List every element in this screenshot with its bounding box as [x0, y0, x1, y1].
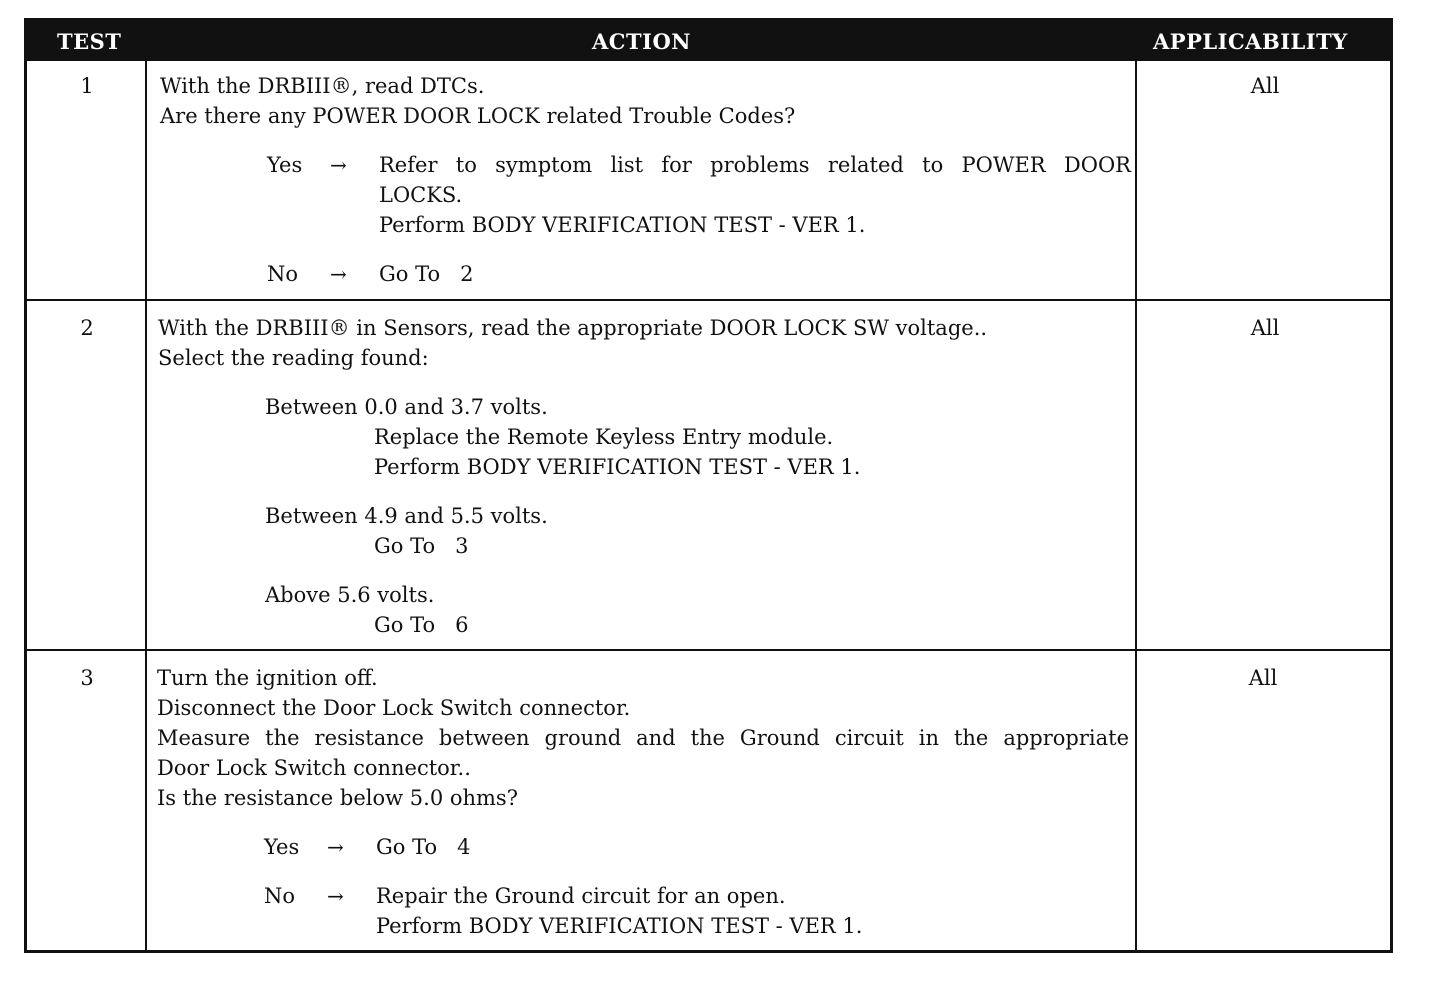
no-result-line: Repair the Ground circuit for an open. [376, 884, 786, 908]
option-label: Above 5.6 volts. [265, 583, 435, 607]
applicability-value: All [1250, 74, 1280, 98]
yes-label: Yes [267, 153, 303, 177]
header-test: TEST [57, 29, 122, 54]
option-label: Between 0.0 and 3.7 volts. [265, 395, 548, 419]
header-action: ACTION [592, 29, 691, 54]
applicability-value: All [1248, 666, 1278, 690]
action-line: Select the reading found: [158, 346, 429, 370]
test-number: 2 [80, 316, 94, 340]
option-result-line: Go To 6 [374, 613, 469, 637]
test-number: 1 [80, 74, 94, 98]
no-result-line: Go To 2 [379, 262, 474, 286]
action-line: With the DRBIII® in Sensors, read the appropriate DOOR LOCK SW voltage.. [158, 316, 988, 340]
arrow-icon: → [327, 884, 344, 908]
yes-result-line: LOCKS. [379, 183, 463, 207]
applicability-value: All [1250, 316, 1280, 340]
action-line: Is the resistance below 5.0 ohms? [157, 786, 518, 810]
table-header [27, 21, 1390, 61]
row-divider [27, 649, 1390, 651]
yes-result-line: Refer to symptom list for problems related to POWER DOOR [379, 153, 1131, 177]
option-result-line: Replace the Remote Keyless Entry module. [374, 425, 834, 449]
no-result-line: Perform BODY VERIFICATION TEST - VER 1. [376, 914, 863, 938]
action-line: Are there any POWER DOOR LOCK related Trouble Codes? [160, 104, 796, 128]
option-label: Between 4.9 and 5.5 volts. [265, 504, 548, 528]
no-label: No [264, 884, 296, 908]
column-divider [1135, 61, 1137, 953]
option-result-line: Perform BODY VERIFICATION TEST - VER 1. [374, 455, 861, 479]
row-divider [27, 299, 1390, 301]
action-line: Disconnect the Door Lock Switch connector. [157, 696, 631, 720]
diagnostic-table [24, 18, 1393, 953]
yes-result-line: Go To 4 [376, 835, 471, 859]
yes-result-line: Perform BODY VERIFICATION TEST - VER 1. [379, 213, 866, 237]
arrow-icon: → [327, 835, 344, 859]
action-line: Measure the resistance between ground and the Ground circuit in the appropriate [157, 726, 1129, 750]
test-number: 3 [80, 666, 94, 690]
action-line: Turn the ignition off. [157, 666, 378, 690]
header-applicability: APPLICABILITY [1153, 29, 1348, 54]
column-divider [145, 61, 147, 953]
action-line: Door Lock Switch connector.. [157, 756, 471, 780]
option-result-line: Go To 3 [374, 534, 469, 558]
arrow-icon: → [330, 153, 347, 177]
action-line: With the DRBIII®, read DTCs. [160, 74, 485, 98]
no-label: No [267, 262, 299, 286]
yes-label: Yes [264, 835, 300, 859]
arrow-icon: → [330, 262, 347, 286]
